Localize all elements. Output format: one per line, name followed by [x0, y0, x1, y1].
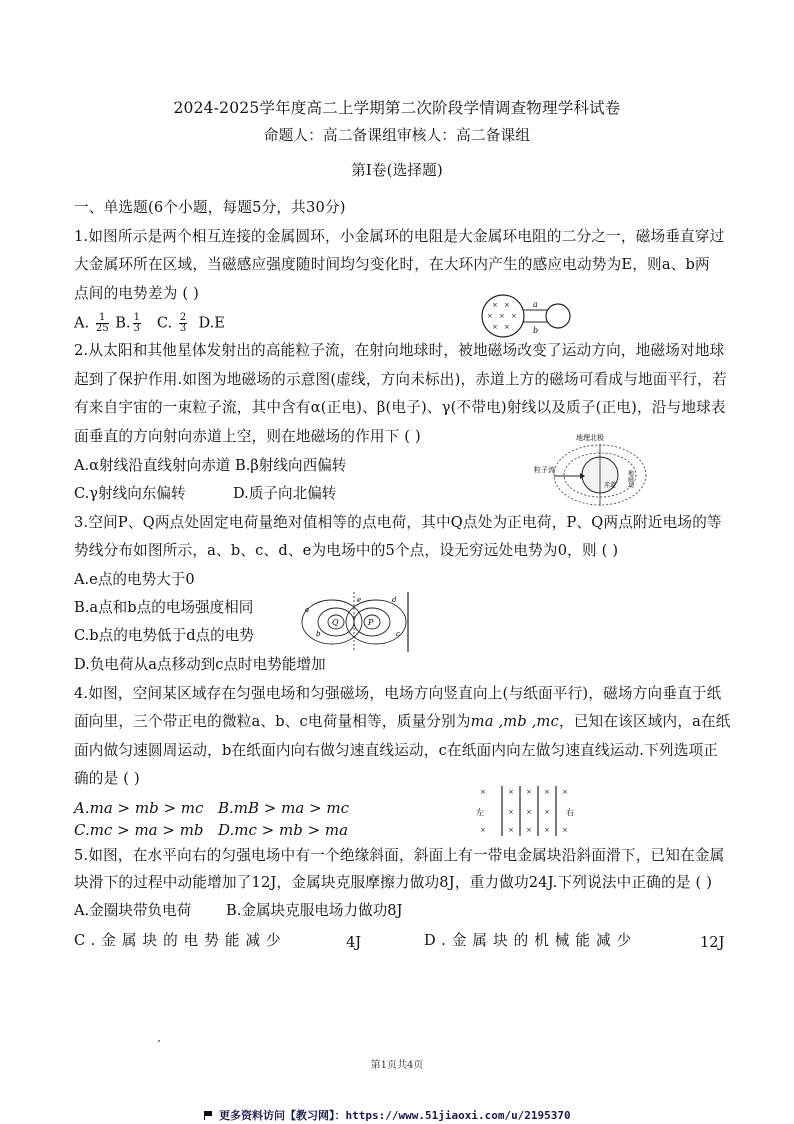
q4-field-figure	[474, 784, 584, 838]
q1-option-d: D.E	[198, 314, 225, 332]
svg-text:×: ×	[544, 808, 550, 816]
q3-fig-d: d	[392, 596, 397, 604]
q4-line2-post: ，已知在该区域内，a在纸	[558, 713, 731, 730]
q3-line1: 3.空间P、Q两点处固定电荷量绝对值相等的点电荷，其中Q点处为正电荷，P、Q两点附近电场的等	[74, 514, 722, 531]
q3-option-a: A.e点的电势大于0	[74, 571, 195, 588]
page-number: 第1页共4页	[370, 1060, 424, 1071]
frac-num: 1	[133, 312, 140, 323]
q1-fig-label-b: b	[533, 326, 539, 335]
q2-option-d: D.质子向北偏转	[233, 485, 337, 502]
q4-line4: 确的是 ( )	[74, 770, 140, 787]
svg-text:×: ×	[504, 301, 510, 309]
frac-den: 3	[133, 323, 140, 334]
q5-option-c-value: 4J	[346, 934, 362, 951]
q3-line2: 势线分布如图所示，a、b、c、d、e为电场中的5个点，设无穷远处电势为0，则 ( )	[74, 542, 619, 559]
volume-heading: 第Ⅰ卷(选择题)	[351, 162, 443, 179]
frac-num: 1	[96, 313, 109, 324]
q3-option-b: B.a点和b点的电场强度相同	[74, 599, 254, 616]
resource-banner[interactable]	[204, 1107, 571, 1123]
q2-line1: 2.从太阳和其他星体发射出的高能粒子流，在射向地球时，被地磁场改变了运动方向，地磁场对地球	[74, 342, 725, 359]
q2-fig-field: 地磁场	[626, 470, 634, 488]
q3-fig-c: c	[396, 630, 400, 638]
field-crosses	[487, 301, 517, 331]
q5-option-a: A.金圈块带负电荷	[74, 902, 192, 919]
q2-fig-north: 地理北极	[576, 434, 604, 442]
q3-fig-e: e	[357, 596, 362, 604]
q4-option-d: D.mc > mb > ma	[218, 821, 349, 839]
authors-line: 命题人：高二备课组审核人：高二备课组	[263, 127, 531, 144]
q3-equipotential-figure	[296, 590, 414, 654]
q2-earth-field-figure	[532, 430, 652, 510]
q1-fig-label-a: a	[533, 300, 538, 309]
q2-option-ab: A.α射线沿直线射向赤道 B.β射线向西偏转	[74, 457, 347, 474]
svg-text:×: ×	[526, 826, 532, 834]
q2-line2: 起到了保护作用.如图为地磁场的示意图(虚线，方向未标出)，赤道上方的磁场可看成与地面平行，若	[74, 371, 727, 388]
q4-line2	[74, 713, 742, 731]
svg-text:×: ×	[508, 808, 514, 816]
q2-option-c: C.γ射线向东偏转	[74, 485, 186, 502]
q4-option-b: B.mB > ma > mc	[218, 799, 350, 817]
q5-line2: 块滑下的过程中动能增加了12J，金属块克服摩擦力做功8J，重力做功24J.下列说法中正确的是 ( )	[74, 874, 713, 891]
q4-line2-pre: 面向里，三个带正电的微粒a、b、c电荷量相等，质量分别为	[74, 713, 471, 730]
svg-text:×: ×	[511, 312, 517, 320]
section-heading: 一、单选题(6个小题，每题5分，共30分)	[74, 199, 346, 216]
q1-option-c: C.	[156, 314, 173, 332]
q2-line3: 有来自宇宙的一束粒子流，其中含有α(正电)、β(电子)、γ(不带电)射线以及质子(正电)，沿与地球表	[74, 399, 726, 416]
svg-text:×: ×	[526, 788, 532, 796]
q3-fig-q: Q	[332, 618, 339, 627]
q1-option-a-fraction	[96, 313, 109, 334]
svg-text:×: ×	[480, 788, 486, 796]
svg-text:×: ×	[508, 826, 514, 834]
q4-line1: 4.如图，空间某区域存在匀强电场和匀强磁场，电场方向竖直向上(与纸面平行)，磁场方向垂直于纸	[74, 685, 722, 702]
q1-option-a: A.	[74, 314, 90, 332]
q1-line1: 1.如图所示是两个相互连接的金属圆环，小金属环的电阻是大金属环电阻的二分之一，磁场垂直穿过	[74, 228, 725, 245]
frac-num: 2	[179, 312, 187, 323]
svg-text:×: ×	[480, 826, 486, 834]
svg-text:×: ×	[492, 301, 498, 309]
q5-option-d: D.金属块的机械能减少	[424, 932, 638, 949]
q5-option-c: C.金属块的电势能减少	[74, 932, 287, 949]
q4-mass-vars: ma ,mb ,mc	[470, 713, 559, 730]
q1-option-b: B.	[115, 314, 131, 332]
q1-ring-figure	[478, 293, 574, 339]
q3-option-c: C.b点的电势低于d点的电势	[74, 627, 254, 644]
svg-text:×: ×	[492, 323, 498, 331]
q1-line2: 大金属环所在区域，当磁感应强度随时间均匀变化时，在大环内产生的感应电动势为E，则a、b两	[74, 256, 710, 273]
q2-fig-stream: 粒子流	[534, 466, 555, 474]
svg-text:×: ×	[487, 312, 493, 320]
q3-fig-a: a	[305, 606, 310, 614]
q5-option-b: B.金属块克服电场力做功8J	[226, 902, 403, 919]
frac-den: 3	[179, 323, 187, 334]
stray-dot	[158, 1040, 160, 1042]
q4-fig-right: 右	[566, 808, 574, 817]
svg-text:×: ×	[562, 826, 568, 834]
svg-text:×: ×	[562, 788, 568, 796]
svg-text:×: ×	[526, 808, 532, 816]
q1-options	[74, 313, 225, 334]
svg-text:×: ×	[499, 312, 505, 320]
svg-text:×: ×	[544, 826, 550, 834]
q1-line3: 点间的电势差为 ( )	[74, 285, 200, 302]
svg-text:×: ×	[508, 788, 514, 796]
svg-text:×: ×	[504, 323, 510, 331]
frac-den: 25	[95, 323, 109, 334]
q2-line4: 面垂直的方向射向赤道上空，则在地磁场的作用下 ( )	[74, 428, 421, 445]
q4-fig-left: 左	[476, 808, 484, 817]
magnetic-crosses	[480, 788, 568, 834]
exam-title: 2024-2025学年度高二上学期第二次阶段学情调查物理学科试卷	[173, 99, 621, 117]
svg-text:×: ×	[544, 788, 550, 796]
q5-option-d-value: 12J	[700, 934, 725, 951]
q5-line1: 5.如图，在水平向右的匀强电场中有一个绝缘斜面，斜面上有一带电金属块沿斜面滑下，已知在金属	[74, 847, 725, 864]
q3-option-d: D.负电荷从a点移动到c点时电势能增加	[74, 656, 326, 673]
q1-option-b-fraction	[133, 313, 141, 334]
small-ring	[546, 304, 570, 328]
q4-option-a: A.ma > mb > mc	[74, 799, 204, 817]
q2-fig-equator: 赤道	[604, 482, 617, 489]
resource-banner-text[interactable]: 更多资料访问【教习网】：https://www.51jiaoxi.com/u/2195370	[219, 1109, 571, 1122]
q1-option-c-fraction	[179, 313, 187, 334]
q3-fig-b: b	[316, 630, 321, 638]
q4-option-c: C.mc > ma > mb	[74, 821, 204, 839]
q3-fig-p: P	[368, 618, 374, 627]
q4-line3: 面内做匀速圆周运动，b在纸面内向右做匀速直线运动，c在纸面内向左做匀速直线运动.下列选项正	[74, 742, 719, 759]
flag-icon	[204, 1111, 213, 1120]
